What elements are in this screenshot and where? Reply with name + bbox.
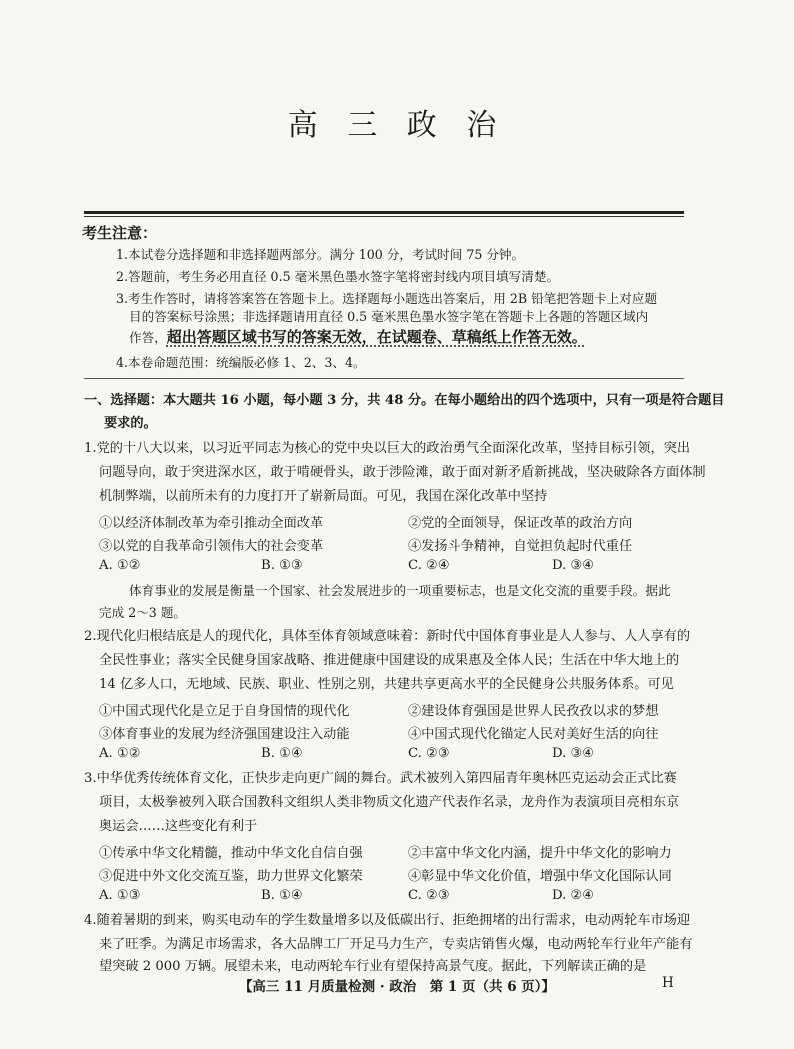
notice-heading: 考生注意： bbox=[82, 224, 158, 242]
notice-item-4: 4.本卷命题范围：统编版必修 1、2、3、4。 bbox=[116, 355, 366, 370]
q2-answer-c: C. ②③ bbox=[408, 746, 450, 761]
q1-choice-4: ④发扬斗争精神，自觉担负起时代重任 bbox=[408, 539, 633, 554]
q3-stem-3: 奥运会……这些变化有利于 bbox=[99, 819, 258, 834]
q2-stem-2: 全民性事业；落实全民健身国家战略、推进健康中国建设的成果惠及全体人民；生活在中华大地上的 bbox=[99, 653, 680, 668]
q3-stem-2: 项目，太极拳被列入联合国教科文组织人类非物质文化遗产代表作名录，龙舟作为表演项目亮相东京 bbox=[99, 795, 680, 810]
q2-stem-3: 14 亿多人口，无地域、民族、职业、性别之别，共建共享更高水平的全民健身公共服务体系。可见 bbox=[99, 677, 674, 692]
q3-stem-1: 3.中华优秀传统体育文化，正快步走向更广阔的舞台。武术被列入第四届青年奥林匹克运动会正式比赛 bbox=[84, 771, 677, 786]
q2-answer-b: B. ①④ bbox=[261, 746, 303, 761]
notice-item-3-cont: 目的答案标号涂黑；非选择题请用直径 0.5 毫米黑色墨水签字笔在答题卡上各题的答题区域内 bbox=[129, 309, 649, 324]
q1-stem-3: 机制弊端，以前所未有的力度打开了崭新局面。可见，我国在深化改革中坚持 bbox=[99, 489, 548, 504]
q1-answer-d: D. ③④ bbox=[552, 558, 595, 573]
material-line-1: 体育事业的发展是衡量一个国家、社会发展进步的一项重要标志，也是文化交流的重要手段。据此 bbox=[129, 583, 671, 598]
page-title: 高 三 政 治 bbox=[287, 108, 507, 143]
material-line-2: 完成 2～3 题。 bbox=[99, 605, 187, 620]
q3-choice-3: ③促进中外文化交流互鉴，助力世界文化繁荣 bbox=[99, 869, 363, 884]
q2-choice-1: ①中国式现代化是立足于自身国情的现代化 bbox=[99, 704, 350, 719]
q1-stem-2: 问题导向，敢于突进深水区，敢于啃硬骨头，敢于涉险滩，敢于面对新矛盾新挑战，坚决破除各方面体制 bbox=[99, 465, 706, 480]
paper-code: H bbox=[662, 975, 674, 991]
q3-answer-b: B. ①④ bbox=[261, 888, 303, 903]
q4-stem-1: 4.随着暑期的到来，购买电动车的学生数量增多以及低碳出行、拒绝拥堵的出行需求，电动两轮车市场迎 bbox=[84, 913, 691, 928]
q3-answer-d: D. ②④ bbox=[552, 888, 595, 903]
q1-answer-b: B. ①③ bbox=[261, 558, 303, 573]
notice-item-3-prefix: 作答， bbox=[129, 330, 167, 345]
q3-answer-a: A. ①③ bbox=[99, 888, 141, 903]
q2-choice-3: ③体育事业的发展为经济强国建设注入动能 bbox=[99, 727, 350, 742]
q1-answer-c: C. ②④ bbox=[408, 558, 450, 573]
notice-item-1: 1.本试卷分选择题和非选择题两部分。满分 100 分，考试时间 75 分钟。 bbox=[116, 247, 525, 262]
q3-choice-1: ①传承中华文化精髓，推动中华文化自信自强 bbox=[99, 846, 363, 861]
q2-answer-d: D. ③④ bbox=[552, 746, 595, 761]
q1-answer-a: A. ①② bbox=[99, 558, 141, 573]
page-footer: 【高三 11 月质量检测 · 政治 第 1 页（共 6 页）】 bbox=[238, 979, 556, 995]
header-rule-thick bbox=[84, 211, 684, 214]
notice-item-3-end bbox=[129, 328, 587, 347]
q2-answer-a: A. ①② bbox=[99, 746, 141, 761]
section-heading: 一、选择题：本大题共 16 小题，每小题 3 分，共 48 分。在每小题给出的四个选项中，只有一项是符合题目 bbox=[84, 393, 725, 408]
notice-emphasis: 超出答题区域书写的答案无效，在试题卷、草稿纸上作答无效。 bbox=[166, 328, 587, 346]
q2-choice-2: ②建设体育强国是世界人民孜孜以求的梦想 bbox=[408, 704, 659, 719]
q1-stem-1: 1.党的十八大以来，以习近平同志为核心的党中央以巨大的政治勇气全面深化改革，坚持目标引领，突出 bbox=[84, 441, 691, 456]
q2-stem-1: 2.现代化归根结底是人的现代化，具体至体育领域意味着：新时代中国体育事业是人人参与、人人享有的 bbox=[84, 629, 691, 644]
notice-item-2: 2.答题前，考生务必用直径 0.5 毫米黑色墨水签字笔将密封线内项目填写清楚。 bbox=[116, 269, 560, 284]
q4-stem-3: 望突破 2 000 万辆。展望未来，电动两轮车行业有望保持高景气度。据此，下列解读正确的是 bbox=[99, 959, 647, 974]
notice-item-3: 3.考生作答时，请将答案答在答题卡上。选择题每小题选出答案后，用 2B 铅笔把答题卡上对应题 bbox=[116, 291, 658, 306]
section-divider bbox=[84, 378, 684, 379]
q3-choice-2: ②丰富中华文化内涵，提升中华文化的影响力 bbox=[408, 846, 672, 861]
q4-stem-2: 来了旺季。为满足市场需求，各大品牌工厂开足马力生产，专卖店销售火爆，电动两轮车行业年产能有 bbox=[99, 937, 693, 952]
q1-choice-2: ②党的全面领导，保证改革的政治方向 bbox=[408, 516, 633, 531]
q1-choice-1: ①以经济体制改革为牵引推动全面改革 bbox=[99, 516, 324, 531]
q2-choice-4: ④中国式现代化锚定人民对美好生活的向往 bbox=[408, 727, 659, 742]
q3-choice-4: ④彰显中华文化价值，增强中华文化国际认同 bbox=[408, 869, 672, 884]
section-heading-cont: 要求的。 bbox=[104, 416, 157, 431]
q3-answer-c: C. ②③ bbox=[408, 888, 450, 903]
header-rule-thin bbox=[84, 216, 684, 217]
q1-choice-3: ③以党的自我革命引领伟大的社会变革 bbox=[99, 539, 324, 554]
